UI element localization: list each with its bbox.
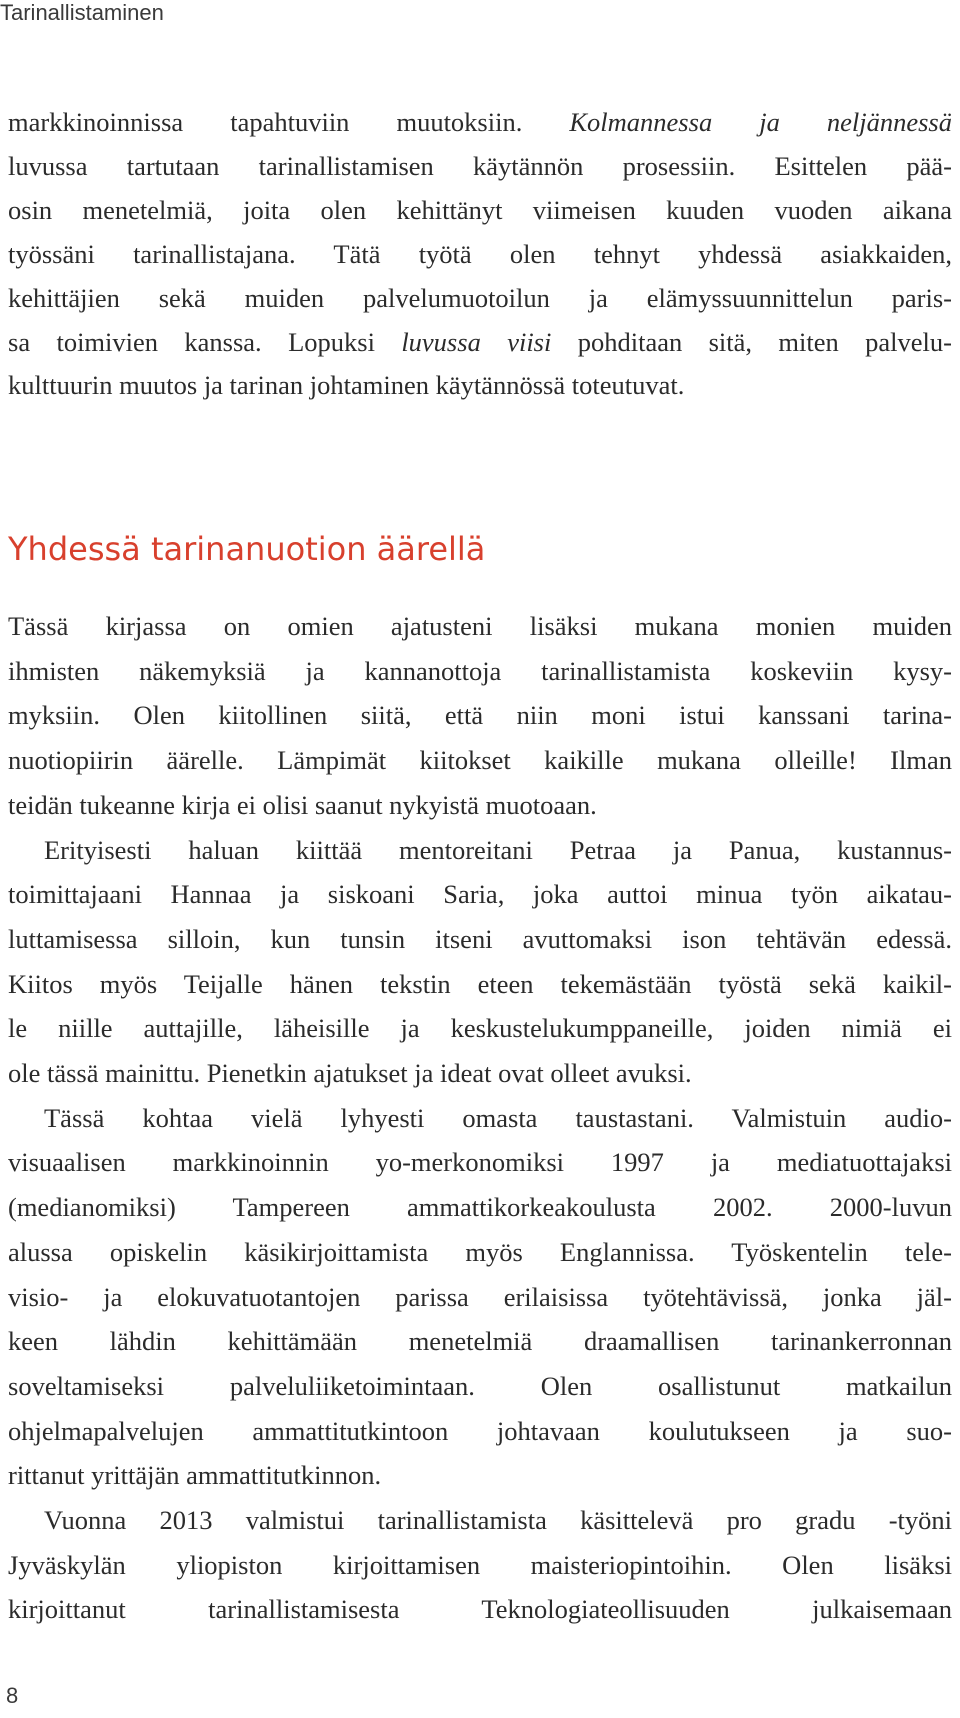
text-line [8,1140,952,1184]
text-line [8,144,952,188]
text-run: kulttuurin muutos ja tarinan johtaminen käytännössä toteutuvat. [8,370,685,401]
text-line [8,188,952,232]
text-line [8,1185,952,1229]
text-line [8,1409,952,1453]
text-run: sa toimivien kanssa. Lopuksi [8,326,402,357]
text-run: (medianomiksi) Tampereen ammattikorkeakoulusta 2002. 2000-luvun [8,1192,952,1223]
text-line [8,363,952,407]
running-head: Tarinallistaminen [0,0,164,25]
text-run: luttamisessa silloin, kun tunsin itseni avuttomaksi ison tehtävän edessä. [8,923,952,954]
text-run: markkinoinnissa tapahtuviin muutoksiin. [8,107,570,137]
text-run: Tässä kirjassa on omien ajatusteni lisäksi mukana monien muiden [8,611,952,641]
text-line [8,320,952,364]
text-run: kehittäjien sekä muiden palvelumuotoilun ja elämyssuunnittelun paris- [8,282,952,313]
text-run: keen lähdin kehittämään menetelmiä draamallisen tarinankerronnan [8,1326,952,1357]
text-run: toimittajaani Hannaa ja siskoani Saria, joka auttoi minua työn aikatau- [8,879,952,910]
text-run: alussa opiskelin käsikirjoittamista myös Englannissa. Työskentelin tele- [8,1236,952,1267]
text-line [8,783,952,827]
section-heading: Yhdessä tarinanuotion äärellä [8,530,486,568]
text-run: soveltamiseksi palveluliiketoimintaan. Olen osallistunut matkailun [8,1370,952,1401]
italic-text: Kolmannessa ja neljännessä [569,107,952,137]
text-line [8,1006,952,1050]
text-line [8,276,952,320]
text-line [8,962,952,1006]
text-line [8,1587,952,1631]
text-run: nuotiopiirin äärelle. Lämpimät kiitokset kaikille mukana olleille! Ilman [8,745,952,776]
text-run: Jyväskylän yliopiston kirjoittamisen maisteriopintoihin. Olen lisäksi [8,1549,952,1580]
text-line [8,1453,952,1497]
text-run: kirjoittanut tarinallistamisesta Teknologiateollisuuden julkaisemaan [8,1594,952,1625]
text-line [8,100,952,144]
text-line [8,738,952,782]
text-line [8,1364,952,1408]
text-line [8,693,952,737]
text-line [8,604,952,648]
text-run: rittanut yrittäjän ammattitutkinnon. [8,1460,382,1491]
text-run: Tässä kohtaa vielä lyhyesti omasta taustastani. Valmistuin audio- [44,1102,952,1133]
text-line [8,649,952,693]
text-run: luvussa tartutaan tarinallistamisen käytännön prosessiin. Esittelen pää- [8,150,952,181]
text-line [44,1498,952,1542]
text-line [8,1051,952,1095]
text-run: Vuonna 2013 valmistui tarinallistamista käsittelevä pro gradu -työni [44,1505,952,1535]
text-line [8,1230,952,1274]
text-run: työssäni tarinallistajana. Tätä työtä olen tehnyt yhdessä asiakkaiden, [8,238,952,269]
text-run: osin menetelmiä, joita olen kehittänyt viimeisen kuuden vuoden aikana [8,194,952,225]
text-run: ole tässä mainittu. Pienetkin ajatukset ja ideat ovat olleet avuksi. [8,1058,692,1088]
text-line [8,1543,952,1587]
text-run: ihmisten näkemyksiä ja kannanottoja tarinallistamista koskeviin kysy- [8,655,952,686]
text-line [8,872,952,916]
text-line [44,828,952,872]
text-line [8,1319,952,1363]
text-run: teidän tukeanne kirja ei olisi saanut nykyistä muotoaan. [8,789,597,820]
italic-text: luvussa viisi [401,326,552,357]
text-line [8,232,952,276]
text-line [44,1096,952,1140]
text-run: le niille auttajille, läheisille ja keskustelukumppaneille, joiden nimiä ei [8,1013,952,1044]
text-line [8,1275,952,1319]
page-number: 8 [6,1683,19,1708]
text-run: Kiitos myös Teijalle hänen tekstin eteen tekemästään työstä sekä kaikil- [8,968,952,999]
text-run: myksiin. Olen kiitollinen siitä, että niin moni istui kanssani tarina- [8,700,952,731]
text-run: Erityisesti haluan kiittää mentoreitani Petraa ja Panua, kustannus- [44,834,952,865]
text-run: pohditaan sitä, miten palvelu- [551,326,952,357]
text-run: visuaalisen markkinoinnin yo-merkonomiksi 1997 ja mediatuottajaksi [8,1147,952,1178]
text-line [8,917,952,961]
text-run: visio- ja elokuvatuotantojen parissa erilaisissa työtehtävissä, jonka jäl- [8,1281,952,1312]
text-run: ohjelmapalvelujen ammattitutkintoon johtavaan koulutukseen ja suo- [8,1415,952,1446]
